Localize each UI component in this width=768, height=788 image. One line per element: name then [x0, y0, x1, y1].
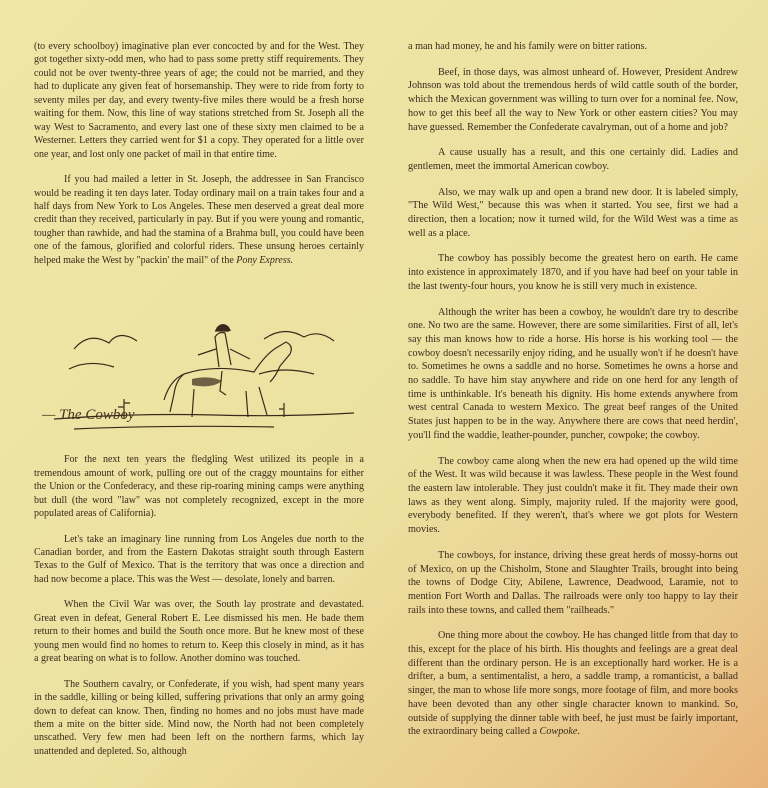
paragraph: Beef, in those days, was almost unheard of. However, President Andrew Johnson was told about the tremendous herds of wild cattle south of the border, which the Mexican government was willing to turn over for a nominal fee. Now, how to get this beef all the way to New York or other eastern cities? You may have guessed. Remember the Confederate cavalryman, out of a home and job?: [408, 66, 738, 133]
paragraph: The cowboy has possibly become the greatest hero on earth. He came into existence in approximately 1870, and if you have had beef on your table in the last twenty-four hours, you know he is still very much in existence.: [408, 253, 738, 292]
cowboy-illustration: [34, 279, 364, 449]
paragraph: (to every schoolboy) imaginative plan ever concocted by and for the West. They got together sixty-odd men, who had to pass some pretty stiff requirements. They could not be over twenty-three years of age; the could not be married, and they had to duplicate any given feat of horsemanship. They were to ride from forty to seventy miles per day, and every twenty-five miles there would be a fresh horse waiting for them. Now, this line of way stations stretched from St. Joseph all the way West to Sacramento, and every last one of these sixty men claimed to be a Westerner. Letters they carried went for $1 a copy. They operated for a little over one year, and lost only one packet of mail in that entire time.: [34, 41, 364, 160]
paragraph: For the next ten years the fledgling West utilized its people in a tremendous amount of work, pulling ore out of the craggy mountains for either the Union or the Confederacy, and these rip-roaring mining camps were anything but dull (the word "law" was not completely recognized, except in the more populated areas of California).: [34, 454, 364, 520]
pony-express-title: Pony Express.: [236, 254, 294, 266]
paragraph: When the Civil War was over, the South lay prostrate and devastated. Great even in defeat, General Robert E. Lee dismissed his men. He bade them return to their homes and build the South once more. But he knew most of these young men would find no homes to return to. Keep this closely in mind, as it has a great bearing on what is to follow. Another domino was touched.: [34, 599, 364, 665]
paragraph: A cause usually has a result, and this one certainly did. Ladies and gentlemen, meet the immortal American cowboy.: [408, 147, 738, 172]
left-column: [34, 40, 364, 770]
illustration-caption: — The Cowboy: [42, 407, 135, 424]
paragraph: [408, 629, 738, 739]
paragraph: The Southern cavalry, or Confederate, if you wish, had spent many years in the saddle, killing or being killed, suffering privations that only an army going down to defeat can know. Then, finding no homes and no jobs must have made them a mite on the bitter side. Mind now, the North had not been completely unscathed. Very few men had been left on the northern farms, which lay unattended and depleted. So, although: [34, 678, 364, 757]
paragraph: Also, we may walk up and open a brand new door. It is labeled simply, "The Wild West," because this was when it started. You see, first we had a direction, then a location; now it turned wild, for the Wild West was a time as well as a place.: [408, 186, 738, 239]
paragraph: a man had money, he and his family were on bitter rations.: [408, 41, 647, 52]
cowboy-on-horse-drawing: [34, 279, 364, 449]
paragraph: The cowboy came along when the new era had opened up the wild time of the West. It was wild because it was lawless. These people in the West found the eastern law intolerable. They just couldn't make it fit. They made their own laws as they went along. Simply, majority ruled. If the majority were good, everybody benefited. If they weren't, that's where we got plots for Western movies.: [408, 455, 738, 536]
paragraph: [34, 173, 364, 267]
paragraph: Let's take an imaginary line running from Los Angeles due north to the Canadian border, and from the Eastern Dakotas straight south through Eastern Texas to the Gulf of Mexico. That is the territory that was once a direction and had now become a place. This was the West — desolate, lonely and barren.: [34, 533, 364, 585]
paragraph: The cowboys, for instance, driving these great herds of mossy-horns out of Mexico, on up the Chisholm, Stone and Slaughter Trails, brought into being the towns of Dodge City, Abilene, Lawrence, Deadwood, Laramie, not to mention Fort Worth and Dallas. The railroads were only too happy to lay their rails into these towns, and called them "railheads.": [408, 549, 738, 616]
paragraph-text: One thing more about the cowboy. He has changed little from that day to this, except for the place of his birth. His thoughts and feelings are a great deal different than the ordinary person. He is an exceptionally hard worker. He is a drifter, a bum, a sentimentalist, a hero, a saddle tramp, a romanticist, a ballad singer, the man to whose life more songs, more footage of film, and more books have been devoted than any other single character known to mankind. So, outside of supplying the dinner table with beef, he just must be fairly important, the extraordinary being called a: [408, 630, 738, 738]
paragraph-text: If you had mailed a letter in St. Joseph, the addressee in San Francisco would be reading it ten days later. Today ordinary mail on a train takes four and a half days from New York to Los Angeles. These men deserved a great deal more credit than they received, particularly in pay. But if you were young and romantic, tougher than rawhide, and had the stamina of a Brahma bull, you could have been one of the famous, glorified and colorful riders. These unsung heroes certainly helped make the West by "packin' the mail" of the: [34, 174, 364, 266]
paragraph: Although the writer has been a cowboy, he wouldn't dare try to describe one. No two are the same. However, there are some similarities. First of all, let's say this man knows how to ride a horse. His horse is his working tool — the cowboy doesn't necessarily enjoy riding, and he usually won't if he doesn't have to. Sometimes he owns a saddle and no horse. Sometimes he owns a horse and no saddle. To have him stay anywhere and ride on one herd for any length of time is unthinkable. It's beneath his dignity. His home extends anywhere from west central Canada to western Mexico. The great beef ranges of the United States just happen to be in the way. Anywhere there are cows that need herdin', you'll find the waddie, leather-pounder, puncher, cowpoke; the cowboy.: [408, 306, 738, 441]
right-column: [408, 40, 738, 751]
cowpoke-word: Cowpoke.: [539, 726, 580, 738]
